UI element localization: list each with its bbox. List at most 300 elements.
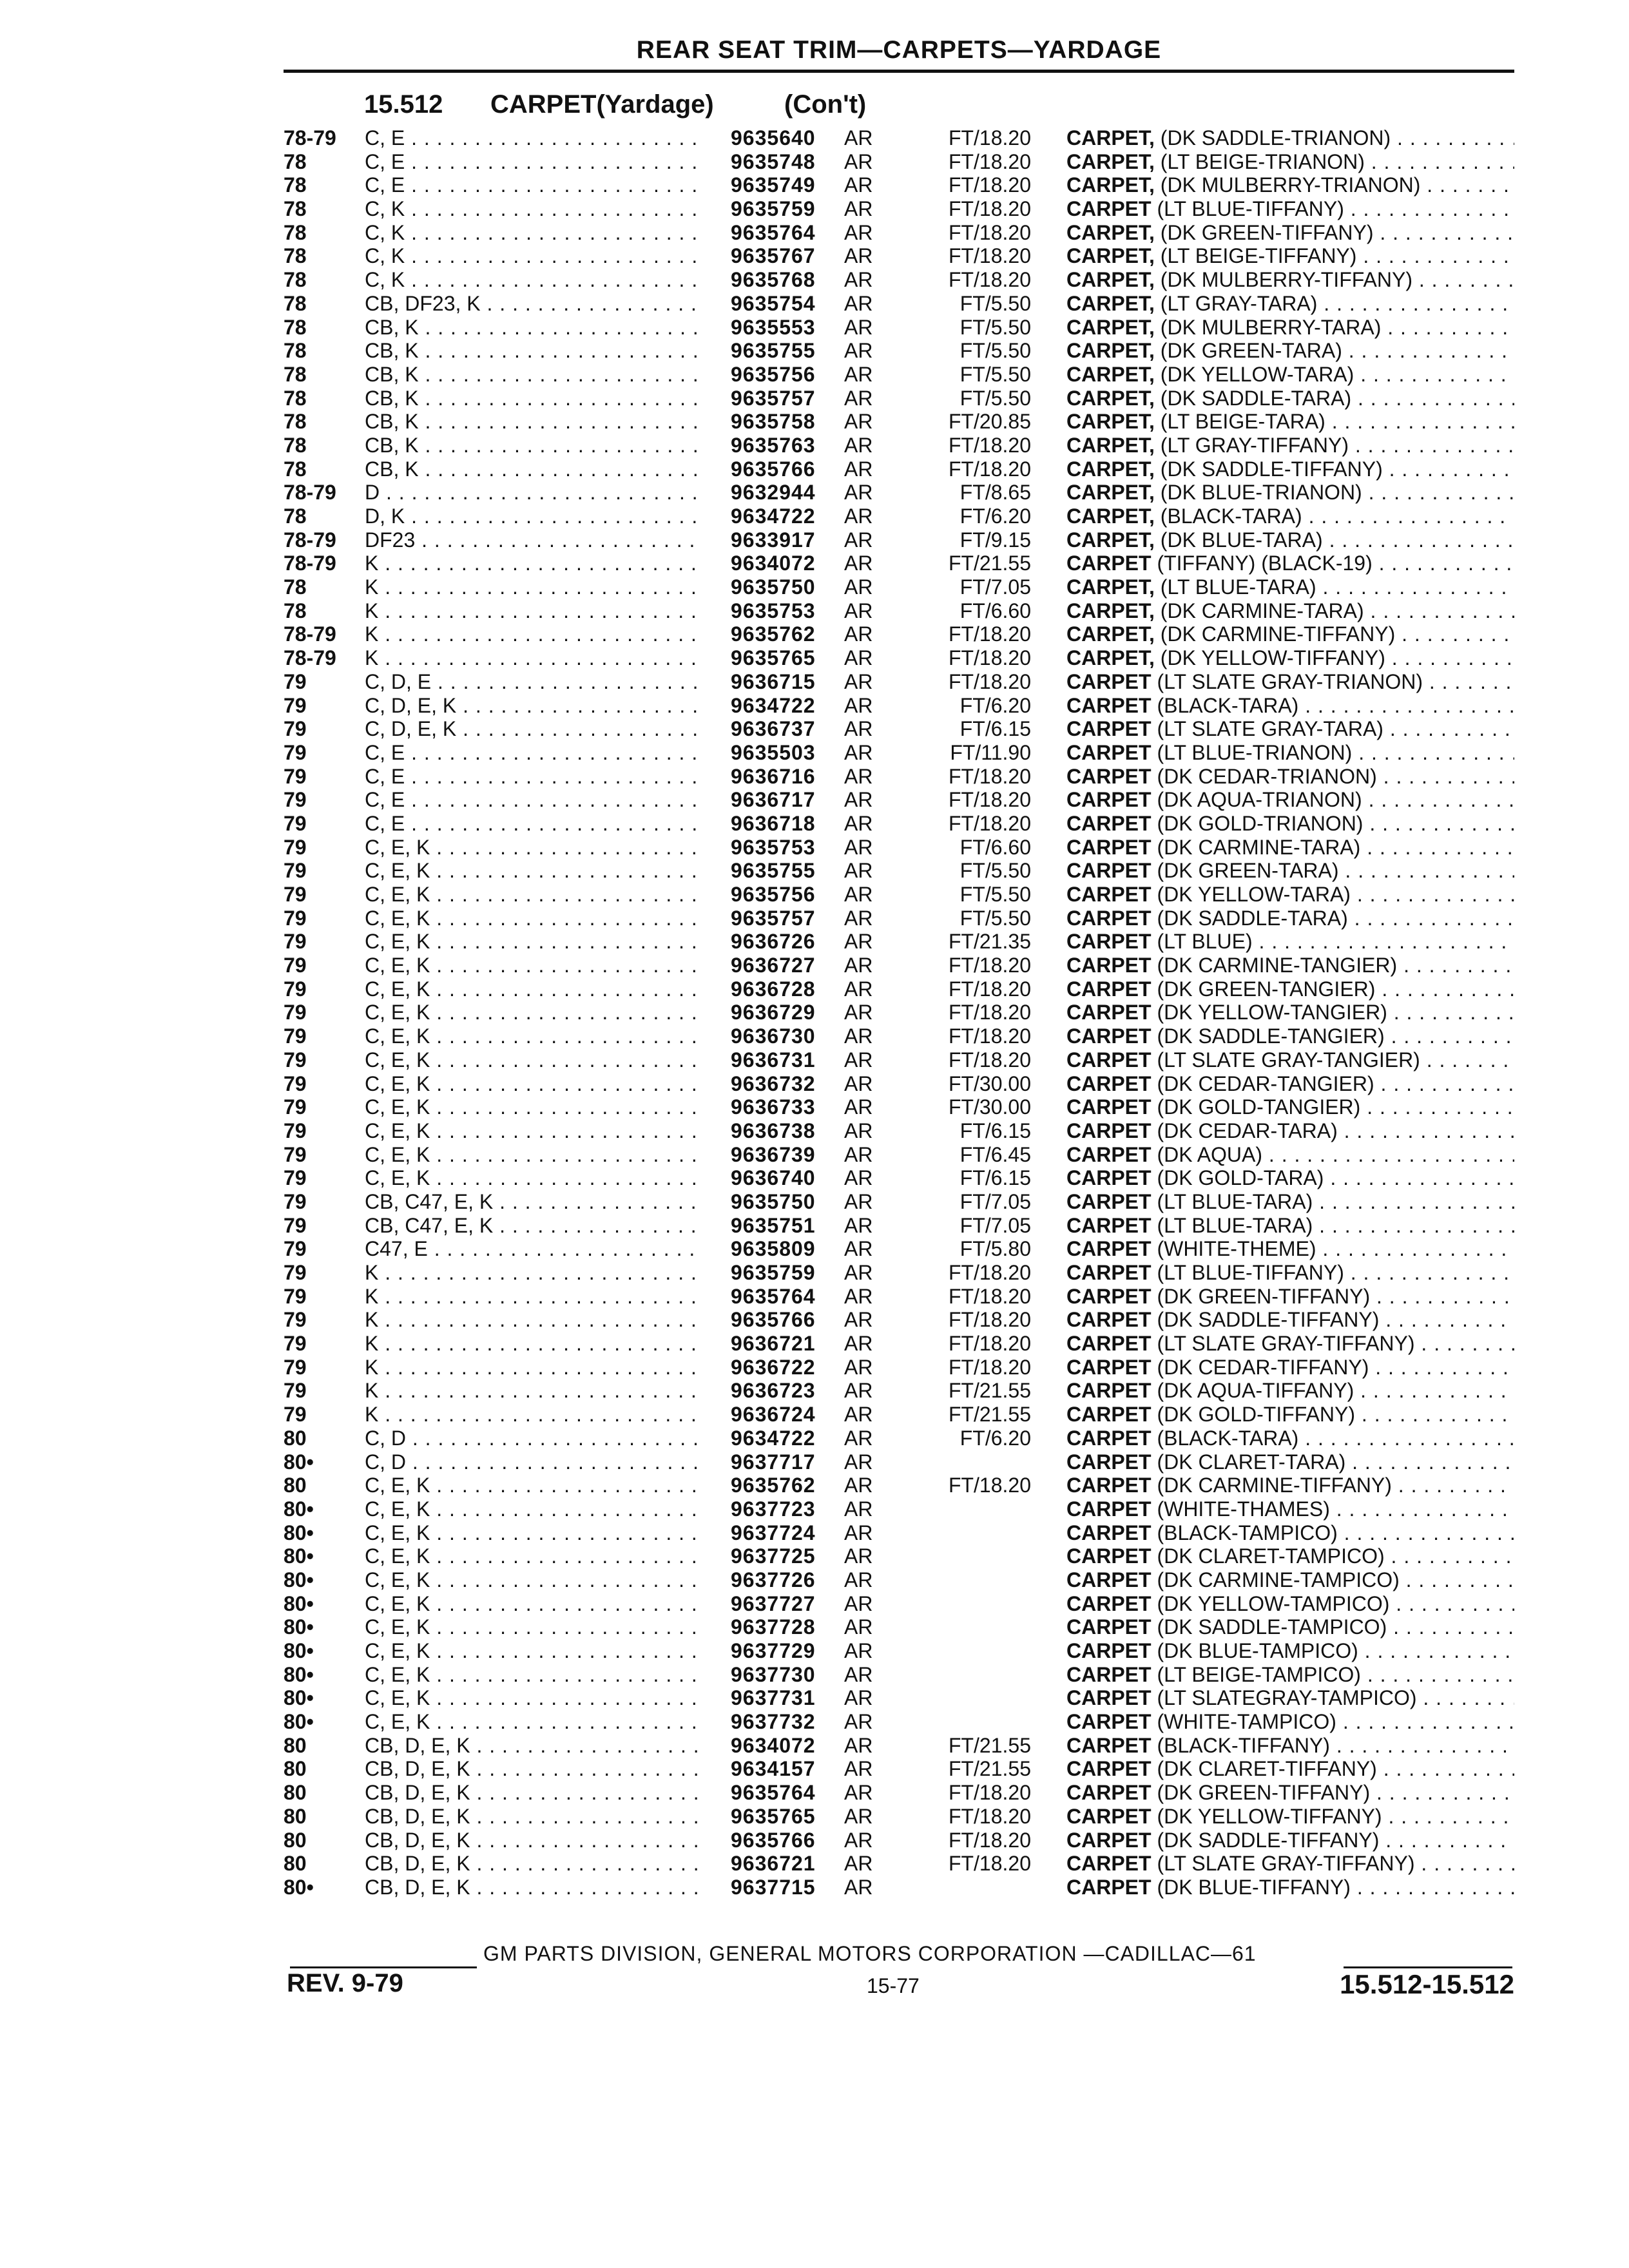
row-quantity: AR — [844, 1875, 873, 1899]
row-usage: FT/18.20 — [948, 954, 1031, 977]
row-item-desc: (LT BEIGE-TIFFANY) — [1160, 244, 1357, 268]
row-usage: FT/6.15 — [959, 1166, 1031, 1190]
row-part-number: 9635762 — [731, 622, 816, 646]
row-year: 80 — [284, 1757, 307, 1781]
row-year: 80 — [284, 1852, 307, 1876]
row-part-number: 9635766 — [731, 457, 816, 481]
row-quantity: AR — [844, 1001, 873, 1024]
row-usage: FT/20.85 — [948, 410, 1031, 434]
row-quantity: AR — [844, 1403, 873, 1427]
row-usage: FT/18.20 — [948, 126, 1031, 149]
row-quantity: AR — [844, 811, 873, 835]
row-year: 79 — [284, 1119, 307, 1142]
row-description — [1066, 1829, 1514, 1852]
row-quantity: AR — [844, 1497, 873, 1521]
row-item-name: CARPET — [1066, 1142, 1152, 1166]
row-description — [1066, 646, 1514, 670]
row-part-number: 9637727 — [731, 1591, 816, 1615]
row-item-desc: (DK BLUE-TARA) — [1160, 528, 1323, 552]
row-item-desc: (DK MULBERRY-TIFFANY) — [1160, 268, 1412, 292]
table-row — [284, 1592, 1514, 1616]
row-part-number: 9635753 — [731, 835, 816, 859]
row-part-number: 9636733 — [731, 1095, 816, 1119]
row-description — [1066, 387, 1514, 410]
row-part-number: 9636731 — [731, 1048, 816, 1072]
row-models-text: CB, D, E, K — [365, 1804, 470, 1828]
row-models-text: C, E — [365, 811, 405, 835]
row-item-desc: (DK SADDLE-TIFFANY) — [1157, 1308, 1380, 1332]
row-description — [1066, 1261, 1514, 1285]
row-description — [1066, 1072, 1514, 1096]
row-year: 78-79 — [284, 126, 336, 149]
row-item-desc: (DK SADDLE-TIFFANY) — [1157, 1828, 1380, 1852]
row-part-number: 9635809 — [731, 1237, 816, 1261]
row-quantity: AR — [844, 954, 873, 977]
row-item-name: CARPET — [1066, 788, 1152, 812]
row-description — [1066, 1237, 1514, 1261]
row-quantity: AR — [844, 764, 873, 788]
row-part-number: 9635763 — [731, 433, 816, 457]
row-models-text: C, E, K — [365, 1001, 430, 1024]
row-year: 78 — [284, 575, 307, 599]
row-description — [1066, 1474, 1514, 1497]
row-year: 78 — [284, 173, 307, 197]
row-year: 79 — [284, 906, 307, 930]
row-part-number: 9636718 — [731, 811, 816, 835]
row-part-number: 9633917 — [731, 528, 816, 552]
row-usage: FT/5.80 — [959, 1237, 1031, 1261]
row-year: 79 — [284, 1001, 307, 1024]
row-item-desc: (LT SLATEGRAY-TAMPICO) — [1157, 1686, 1417, 1710]
row-item-name: CARPET, — [1066, 315, 1155, 339]
row-part-number: 9637726 — [731, 1568, 816, 1591]
row-item-desc: (LT BEIGE-TRIANON) — [1160, 149, 1365, 173]
row-usage: FT/18.20 — [948, 1332, 1031, 1356]
row-quantity: AR — [844, 362, 873, 386]
row-year: 78 — [284, 339, 307, 363]
table-row — [284, 363, 1514, 387]
row-part-number: 9637732 — [731, 1710, 816, 1734]
footer-revision: REV. 9-79 — [287, 1969, 403, 1997]
table-row — [284, 173, 1514, 197]
row-models-text: C, E, K — [365, 1166, 430, 1190]
row-year: 80• — [284, 1497, 314, 1521]
row-year: 78-79 — [284, 622, 336, 646]
table-row — [284, 126, 1514, 150]
table-row — [284, 694, 1514, 718]
row-year: 79 — [284, 717, 307, 741]
row-item-name: CARPET — [1066, 954, 1152, 977]
row-usage: FT/6.45 — [959, 1142, 1031, 1166]
row-item-desc: (DK BLUE-TAMPICO) — [1157, 1639, 1358, 1662]
row-description — [1066, 244, 1514, 268]
row-item-name: CARPET — [1066, 859, 1152, 883]
row-item-desc: (DK SADDLE-TRIANON) — [1160, 126, 1391, 149]
row-part-number: 9635553 — [731, 315, 816, 339]
row-part-number: 9636732 — [731, 1072, 816, 1095]
row-description — [1066, 434, 1514, 457]
row-year: 79 — [284, 1072, 307, 1095]
row-item-desc: (LT GRAY-TARA) — [1160, 291, 1318, 315]
row-quantity: AR — [844, 622, 873, 646]
row-item-desc: (BLACK-TAMPICO) — [1157, 1521, 1338, 1544]
row-item-name: CARPET — [1066, 906, 1152, 930]
row-part-number: 9637728 — [731, 1615, 816, 1639]
row-part-number: 9634722 — [731, 505, 816, 528]
row-usage: FT/18.20 — [948, 1474, 1031, 1497]
row-part-number: 9635764 — [731, 1284, 816, 1308]
row-part-number: 9634722 — [731, 693, 816, 717]
row-quantity: AR — [844, 1142, 873, 1166]
row-part-number: 9635765 — [731, 646, 816, 670]
table-row — [284, 717, 1514, 741]
row-item-name: CARPET — [1066, 835, 1152, 859]
row-models-text: C, D — [365, 1450, 406, 1474]
row-part-number: 9635762 — [731, 1474, 816, 1497]
row-usage: FT/5.50 — [959, 362, 1031, 386]
row-item-desc: (DK GREEN-TIFFANY) — [1157, 1284, 1371, 1308]
row-quantity: AR — [844, 1474, 873, 1497]
table-row — [284, 1686, 1514, 1710]
header-rule — [284, 70, 1514, 73]
row-part-number: 9636716 — [731, 764, 816, 788]
row-models-text: C47, E — [365, 1237, 428, 1261]
row-models-text: CB, D, E, K — [365, 1852, 470, 1876]
row-item-name: CARPET — [1066, 1615, 1152, 1639]
row-models-text: C, E, K — [365, 1544, 430, 1568]
table-row — [284, 1024, 1514, 1048]
row-item-desc: (DK SADDLE-TANGIER) — [1157, 1024, 1385, 1048]
row-models-text: C, E, K — [365, 1497, 430, 1521]
table-row — [284, 954, 1514, 977]
row-usage: FT/18.20 — [948, 220, 1031, 244]
row-year: 79 — [284, 835, 307, 859]
row-part-number: 9636727 — [731, 954, 816, 977]
row-description — [1066, 552, 1514, 575]
row-part-number: 9635759 — [731, 1261, 816, 1284]
row-models-text: CB, K — [365, 315, 419, 339]
row-description — [1066, 1710, 1514, 1734]
row-item-name: CARPET, — [1066, 646, 1155, 670]
row-models-text: C, E, K — [365, 883, 430, 906]
row-year: 79 — [284, 1379, 307, 1403]
row-item-name: CARPET, — [1066, 291, 1155, 315]
row-usage: FT/18.20 — [948, 1355, 1031, 1379]
row-item-desc: (LT BLUE-TIFFANY) — [1157, 1261, 1344, 1284]
row-models-text: C, E, K — [365, 1474, 430, 1497]
row-usage: FT/30.00 — [948, 1095, 1031, 1119]
row-part-number: 9637723 — [731, 1497, 816, 1521]
row-item-name: CARPET — [1066, 1284, 1152, 1308]
row-part-number: 9635767 — [731, 244, 816, 268]
row-item-desc: (LT BEIGE-TAMPICO) — [1157, 1662, 1361, 1686]
row-description — [1066, 1497, 1514, 1521]
row-item-desc: (WHITE-THAMES) — [1157, 1497, 1330, 1521]
row-part-number: 9637730 — [731, 1662, 816, 1686]
row-item-name: CARPET — [1066, 1733, 1152, 1757]
section-number: 15.512 — [364, 90, 443, 119]
row-models-text: K — [365, 622, 379, 646]
row-part-number: 9637717 — [731, 1450, 816, 1474]
table-row — [284, 1639, 1514, 1663]
table-row — [284, 1143, 1514, 1167]
row-part-number: 9637724 — [731, 1521, 816, 1544]
row-item-desc: (DK SADDLE-TIFFANY) — [1160, 457, 1383, 481]
row-models-text: K — [365, 599, 379, 622]
row-description — [1066, 1686, 1514, 1710]
table-row — [284, 434, 1514, 457]
row-models-text: D — [365, 481, 380, 505]
row-quantity: AR — [844, 575, 873, 599]
row-models-text: C, E, K — [365, 1521, 430, 1544]
row-item-desc: (DK MULBERRY-TARA) — [1160, 315, 1382, 339]
row-description — [1066, 1403, 1514, 1427]
row-item-desc: (BLACK-TARA) — [1160, 505, 1302, 528]
row-year: 78 — [284, 457, 307, 481]
row-part-number: 9636728 — [731, 977, 816, 1001]
row-description — [1066, 292, 1514, 316]
row-item-desc: (DK YELLOW-TIFFANY) — [1157, 1804, 1382, 1828]
row-quantity: AR — [844, 481, 873, 505]
table-row — [284, 1332, 1514, 1356]
row-year: 78 — [284, 599, 307, 622]
row-models-text: C, E, K — [365, 835, 430, 859]
row-description — [1066, 457, 1514, 481]
row-item-name: CARPET, — [1066, 268, 1155, 292]
row-description — [1066, 150, 1514, 174]
table-row — [284, 1356, 1514, 1379]
row-item-desc: (LT BLUE-TRIANON) — [1157, 740, 1353, 764]
row-description — [1066, 883, 1514, 907]
row-item-name: CARPET — [1066, 1474, 1152, 1497]
row-usage: FT/18.20 — [948, 977, 1031, 1001]
row-quantity: AR — [844, 291, 873, 315]
row-description — [1066, 1332, 1514, 1356]
table-row — [284, 1379, 1514, 1403]
row-item-name: CARPET — [1066, 1166, 1152, 1190]
table-row — [284, 552, 1514, 575]
row-quantity: AR — [844, 835, 873, 859]
row-part-number: 9636722 — [731, 1355, 816, 1379]
row-description — [1066, 859, 1514, 883]
row-item-name: CARPET — [1066, 1781, 1152, 1805]
row-usage: FT/18.20 — [948, 1024, 1031, 1048]
row-item-name: CARPET, — [1066, 433, 1155, 457]
row-models-text: C, E, K — [365, 1568, 430, 1591]
row-description — [1066, 1757, 1514, 1781]
row-part-number: 9632944 — [731, 481, 816, 505]
row-part-number: 9637725 — [731, 1544, 816, 1568]
table-row — [284, 1048, 1514, 1072]
row-item-name: CARPET, — [1066, 505, 1155, 528]
row-year: 79 — [284, 1261, 307, 1284]
row-year: 79 — [284, 693, 307, 717]
row-part-number: 9637715 — [731, 1875, 816, 1899]
row-usage: FT/30.00 — [948, 1072, 1031, 1095]
row-part-number: 9635759 — [731, 197, 816, 221]
row-part-number: 9636740 — [731, 1166, 816, 1190]
row-year: 80 — [284, 1426, 307, 1450]
row-item-desc: (WHITE-THEME) — [1157, 1237, 1316, 1261]
row-item-desc: (DK SADDLE-TAMPICO) — [1157, 1615, 1387, 1639]
row-item-name: CARPET — [1066, 197, 1152, 221]
row-quantity: AR — [844, 1237, 873, 1261]
row-quantity: AR — [844, 1733, 873, 1757]
row-quantity: AR — [844, 1379, 873, 1403]
row-year: 80• — [284, 1639, 314, 1662]
row-item-name: CARPET — [1066, 693, 1152, 717]
row-description — [1066, 1214, 1514, 1238]
table-row — [284, 1237, 1514, 1261]
row-models-text: C, E, K — [365, 1072, 430, 1095]
footer-rule-left — [290, 1966, 477, 1968]
row-usage: FT/18.20 — [948, 764, 1031, 788]
row-quantity: AR — [844, 788, 873, 812]
row-year: 80 — [284, 1733, 307, 1757]
table-row — [284, 1450, 1514, 1474]
row-models-text: C, E, K — [365, 906, 430, 930]
row-quantity: AR — [844, 1639, 873, 1662]
row-year: 79 — [284, 764, 307, 788]
row-models-text: C, E, K — [365, 1639, 430, 1662]
row-models-text: C, E, K — [365, 1024, 430, 1048]
row-item-name: CARPET, — [1066, 173, 1155, 197]
row-quantity: AR — [844, 410, 873, 434]
row-quantity: AR — [844, 505, 873, 528]
row-models-text: CB, D, E, K — [365, 1828, 470, 1852]
row-usage: FT/18.20 — [948, 197, 1031, 221]
row-models-text: C, E — [365, 126, 405, 149]
row-item-desc: (DK GREEN-TARA) — [1157, 859, 1339, 883]
row-quantity: AR — [844, 1261, 873, 1284]
table-row — [284, 316, 1514, 340]
row-item-name: CARPET — [1066, 1001, 1152, 1024]
row-models-text: CB, D, E, K — [365, 1781, 470, 1805]
table-row — [284, 859, 1514, 883]
row-usage: FT/6.15 — [959, 1119, 1031, 1142]
row-description — [1066, 670, 1514, 694]
row-item-desc: (DK YELLOW-TANGIER) — [1157, 1001, 1387, 1024]
row-item-name: CARPET — [1066, 1379, 1152, 1403]
row-models-text: CB, D, E, K — [365, 1733, 470, 1757]
row-year: 79 — [284, 1355, 307, 1379]
row-year: 79 — [284, 1308, 307, 1332]
row-usage: FT/5.50 — [959, 883, 1031, 906]
row-description — [1066, 1805, 1514, 1829]
row-year: 80• — [284, 1521, 314, 1544]
table-row — [284, 1734, 1514, 1758]
row-models-text: C, E, K — [365, 977, 430, 1001]
row-item-desc: (DK AQUA-TIFFANY) — [1157, 1379, 1354, 1403]
row-item-name: CARPET — [1066, 1757, 1152, 1781]
row-description — [1066, 268, 1514, 292]
row-quantity: AR — [844, 528, 873, 552]
row-item-desc: (LT SLATE GRAY-TIFFANY) — [1157, 1852, 1415, 1876]
row-year: 79 — [284, 1237, 307, 1261]
table-row — [284, 1095, 1514, 1119]
row-item-name: CARPET, — [1066, 244, 1155, 268]
row-quantity: AR — [844, 1284, 873, 1308]
row-quantity: AR — [844, 669, 873, 693]
row-models-text: CB, K — [365, 433, 419, 457]
row-item-name: CARPET — [1066, 1048, 1152, 1072]
row-item-desc: (LT BLUE-TARA) — [1157, 1189, 1313, 1213]
row-item-name: CARPET — [1066, 883, 1152, 906]
row-part-number: 9635640 — [731, 126, 816, 149]
row-part-number: 9636738 — [731, 1119, 816, 1142]
row-quantity: AR — [844, 1662, 873, 1686]
row-item-desc: (DK GREEN-TANGIER) — [1157, 977, 1376, 1001]
row-item-desc: (TIFFANY) (BLACK-19) — [1157, 552, 1373, 575]
row-quantity: AR — [844, 1591, 873, 1615]
row-part-number: 9636721 — [731, 1852, 816, 1876]
row-description — [1066, 1356, 1514, 1379]
table-row — [284, 528, 1514, 552]
row-item-desc: (DK BLUE-TIFFANY) — [1157, 1875, 1351, 1899]
row-item-name: CARPET — [1066, 1852, 1152, 1876]
row-item-name: CARPET, — [1066, 149, 1155, 173]
row-item-name: CARPET — [1066, 1403, 1152, 1427]
row-item-name: CARPET — [1066, 1095, 1152, 1119]
row-item-desc: (DK YELLOW-TARA) — [1157, 883, 1351, 906]
row-models-text: C, E, K — [365, 1095, 430, 1119]
row-year: 78-79 — [284, 552, 336, 575]
row-quantity: AR — [844, 1710, 873, 1734]
row-usage: FT/18.20 — [948, 811, 1031, 835]
row-item-name: CARPET — [1066, 1875, 1152, 1899]
row-item-desc: (DK AQUA-TRIANON) — [1157, 788, 1362, 812]
row-item-desc: (LT BLUE-TARA) — [1160, 575, 1316, 599]
row-quantity: AR — [844, 859, 873, 883]
table-row — [284, 505, 1514, 528]
row-year: 80• — [284, 1686, 314, 1710]
row-item-desc: (DK GOLD-TIFFANY) — [1157, 1403, 1356, 1427]
row-models-text: K — [365, 552, 379, 575]
row-item-desc: (LT BLUE-TARA) — [1157, 1213, 1313, 1237]
row-usage: FT/5.50 — [959, 315, 1031, 339]
row-models-text: K — [365, 1403, 379, 1427]
row-description — [1066, 694, 1514, 718]
row-quantity: AR — [844, 1095, 873, 1119]
row-item-name: CARPET — [1066, 1450, 1152, 1474]
row-year: 79 — [284, 1213, 307, 1237]
row-item-desc: (DK CARMINE-TAMPICO) — [1157, 1568, 1400, 1591]
row-description — [1066, 528, 1514, 552]
row-usage: FT/18.20 — [948, 1048, 1031, 1072]
row-description — [1066, 1001, 1514, 1024]
row-year: 78 — [284, 505, 307, 528]
row-part-number: 9637729 — [731, 1639, 816, 1662]
table-row — [284, 1805, 1514, 1829]
table-row — [284, 150, 1514, 174]
row-item-name: CARPET — [1066, 811, 1152, 835]
row-item-name: CARPET — [1066, 1189, 1152, 1213]
row-part-number: 9636729 — [731, 1001, 816, 1024]
row-part-number: 9636726 — [731, 930, 816, 954]
row-usage: FT/6.20 — [959, 1426, 1031, 1450]
row-description — [1066, 481, 1514, 505]
row-item-desc: (DK SADDLE-TARA) — [1157, 906, 1348, 930]
table-row — [284, 292, 1514, 316]
row-models-text: CB, K — [365, 362, 419, 386]
row-part-number: 9635503 — [731, 740, 816, 764]
row-year: 79 — [284, 859, 307, 883]
row-models-text: D, K — [365, 505, 405, 528]
row-usage: FT/18.20 — [948, 268, 1031, 292]
row-quantity: AR — [844, 1852, 873, 1876]
row-models-text: C, K — [365, 220, 405, 244]
row-description — [1066, 1781, 1514, 1805]
